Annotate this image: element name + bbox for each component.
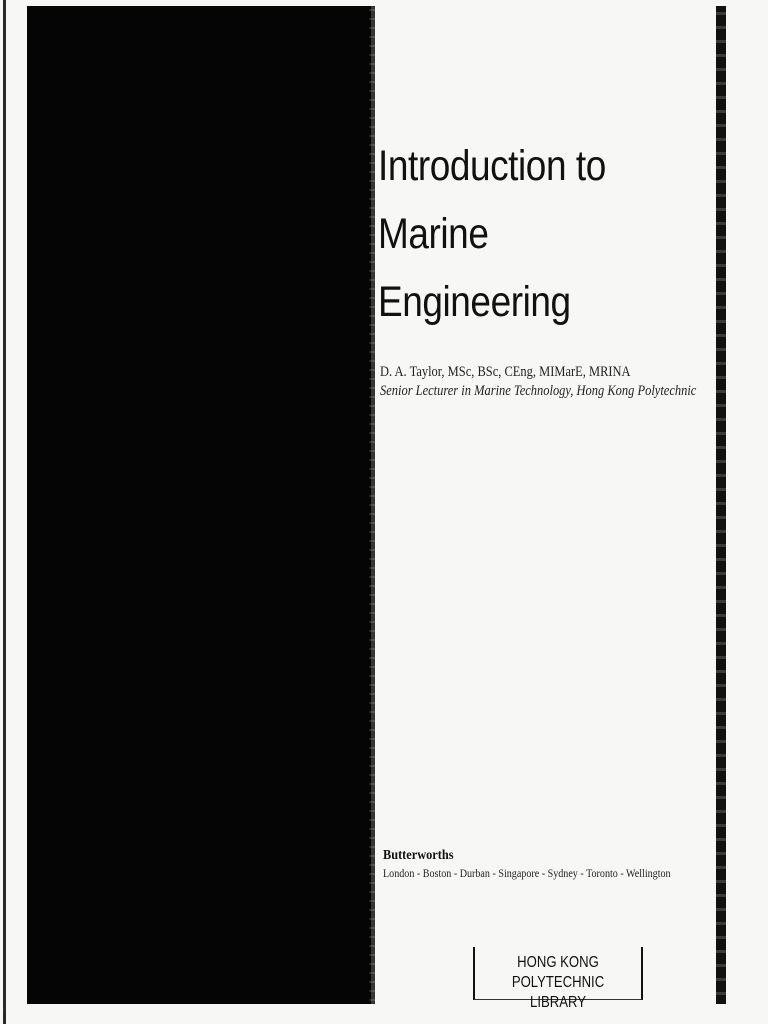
scan-mark <box>4 1012 11 1022</box>
author-block <box>380 363 696 401</box>
stamp-line-1: HONG KONG POLYTECHNIC <box>511 954 605 991</box>
title-line-2: Marine <box>378 210 489 258</box>
library-stamp <box>473 947 643 1011</box>
scan-edge-line <box>3 0 6 1024</box>
author-role: Senior Lecturer in Marine Technology, Hong Kong Polytechnic <box>380 383 697 399</box>
publisher-cities: London - Boston - Durban - Singapore - Sydney - Toronto - Wellington <box>383 866 671 880</box>
publisher-name: Butterworths <box>383 848 454 863</box>
scan-right-edge <box>716 6 726 1004</box>
book-title <box>378 132 606 336</box>
title-line-3: Engineering <box>378 278 571 326</box>
stamp-line-2: LIBRARY <box>530 994 586 1011</box>
author-name: D. A. Taylor, MSc, BSc, CEng, MIMarE, MRINA <box>380 364 631 380</box>
scanned-dark-panel <box>27 6 371 1004</box>
title-line-1: Introduction to <box>378 142 606 190</box>
